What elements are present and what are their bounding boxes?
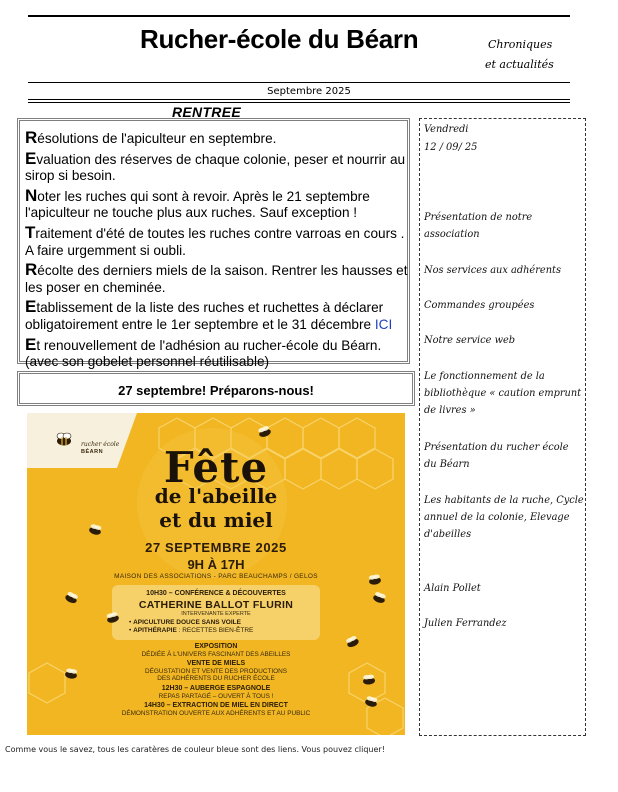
agenda-item: Les habitants de la ruche, Cycle annuel de la colonie, Elevage d'abeilles <box>424 495 584 540</box>
page-title: Rucher-école du Béarn <box>140 24 419 54</box>
agenda-item: Commandes groupées <box>424 300 535 311</box>
poster-extraction-heading: 14H30 – EXTRACTION DE MIEL EN DIRECT <box>144 702 288 709</box>
tagline-actualites: et actualités <box>485 58 554 71</box>
poster-auberge-heading: 12H30 – AUBERGE ESPAGNOLE <box>161 685 271 692</box>
task-initial: T <box>25 222 36 242</box>
poster-title-fete: Fête <box>163 443 269 492</box>
agenda-date: 12 / 09/ 25 <box>424 142 478 153</box>
rentree-heading: RENTREE <box>172 104 241 120</box>
task-item <box>25 222 413 259</box>
task-text: raitement d'été de toutes les ruches contre varroas en cours . A faire urgemment si oubli. <box>25 225 405 258</box>
poster-logo-name: rucher école <box>81 441 120 448</box>
poster-title-miel: et du miel <box>159 508 273 532</box>
task-item <box>25 299 413 333</box>
tagline-chroniques: Chroniques <box>488 38 553 51</box>
task-text: valuation des réserves de chaque colonie, peser et nourrir au sirop si besoin. <box>25 151 406 184</box>
agenda-sidebar <box>419 118 586 736</box>
task-list <box>25 130 413 374</box>
poster-bullet-detail: : RECETTES BIEN-ÊTRE <box>176 627 254 634</box>
festival-poster <box>27 413 405 735</box>
task-initial: N <box>25 185 38 205</box>
poster-hours: 9H À 17H <box>187 557 245 572</box>
task-initial: R <box>25 128 38 147</box>
task-text: tablissement de la liste des ruches et ruchettes à déclarer obligatoirement entre le 1er septembre et le 31 décembre <box>25 300 384 332</box>
date-rule-top <box>28 99 570 100</box>
poster-expo-text: DÉDIÉE À L'UNIVERS FASCINANT DES ABEILLES <box>141 651 291 658</box>
event-title: 27 septembre! Préparons-nous! <box>118 383 314 398</box>
task-initial: E <box>25 148 37 168</box>
agenda-item: Présentation du rucher école du Béarn <box>424 442 569 470</box>
agenda-speaker: Julien Ferrandez <box>424 618 507 629</box>
poster-venue: MAISON DES ASSOCIATIONS - PARC BEAUCHAMPS / GELOS <box>114 573 318 580</box>
declaration-link[interactable]: ICI <box>374 316 393 332</box>
agenda-item: Présentation de notre association <box>424 212 533 240</box>
poster-extraction-text: DÉMONSTRATION OUVERTE AUX ADHÉRENTS ET AU PUBLIC <box>121 710 311 717</box>
poster-date: 27 SEPTEMBRE 2025 <box>145 540 287 555</box>
task-text: t renouvellement de l'adhésion au rucher-école du Béarn. (avec son gobelet personnel réutilisable) <box>25 337 382 370</box>
agenda-item: Le fonctionnement de la bibliothèque « caution emprunt de livres » <box>424 371 582 416</box>
poster-vente-text: DÉGUSTATION ET VENTE DES PRODUCTIONS <box>144 668 288 675</box>
task-text: écolte des derniers miels de la saison. Rentrer les hausses et les poser en cheminée. <box>25 263 408 295</box>
poster-auberge-text: REPAS PARTAGÉ – OUVERT À TOUS ! <box>158 693 274 700</box>
poster-bullet-text: APITHÉRAPIE <box>133 627 177 634</box>
poster-bullet: • APITHÉRAPIE : RECETTES BIEN-ÊTRE <box>129 627 254 634</box>
rentree-tasks-box <box>17 118 410 370</box>
task-item <box>25 148 413 185</box>
date-rule-bottom <box>28 102 570 103</box>
task-initial: E <box>25 334 37 354</box>
agenda-day: Vendredi <box>424 124 469 135</box>
task-text: ésolutions de l'apiculteur en septembre. <box>37 131 277 146</box>
agenda-item: Nos services aux adhérents <box>424 265 561 276</box>
task-item <box>25 130 413 148</box>
task-initial: R <box>25 260 38 280</box>
poster-expo-heading: EXPOSITION <box>194 643 238 650</box>
poster-vente-heading: VENTE DE MIELS <box>186 660 246 667</box>
task-text: oter les ruches qui sont à revoir. Après le 21 septembre l'apiculteur ne touche plus aux ruches. Sauf exception ! <box>25 188 370 221</box>
footer-note: Comme vous le savez, tous les caratères de couleur bleue sont des liens. Vous pouvez cliquer! <box>5 745 385 754</box>
task-item <box>25 262 413 296</box>
poster-logo-region: BÉARN <box>81 449 104 455</box>
poster-bullet-text: APICULTURE DOUCE SANS VOILE <box>133 619 241 626</box>
poster-title-abeille: de l'abeille <box>154 484 278 508</box>
issue-date: Septembre 2025 <box>267 86 351 97</box>
top-rule <box>28 15 570 17</box>
poster-bullet: • APICULTURE DOUCE SANS VOILE <box>129 619 241 626</box>
event-box <box>17 371 415 406</box>
header-rule <box>28 82 570 83</box>
task-item <box>25 185 413 222</box>
poster-vente-text: DES ADHÉRENTS DU RUCHER ÉCOLE <box>157 675 275 682</box>
poster-speaker: CATHERINE BALLOT FLURIN <box>138 599 294 611</box>
task-item <box>25 334 413 371</box>
poster-conference-time: 10H30 – CONFÉRENCE & DÉCOUVERTES <box>146 590 286 597</box>
agenda-item: Notre service web <box>424 335 516 346</box>
agenda-speaker: Alain Pollet <box>424 583 481 594</box>
poster-speaker-role: INTERVENANTE EXPERTE <box>181 611 251 617</box>
task-initial: E <box>25 297 37 317</box>
